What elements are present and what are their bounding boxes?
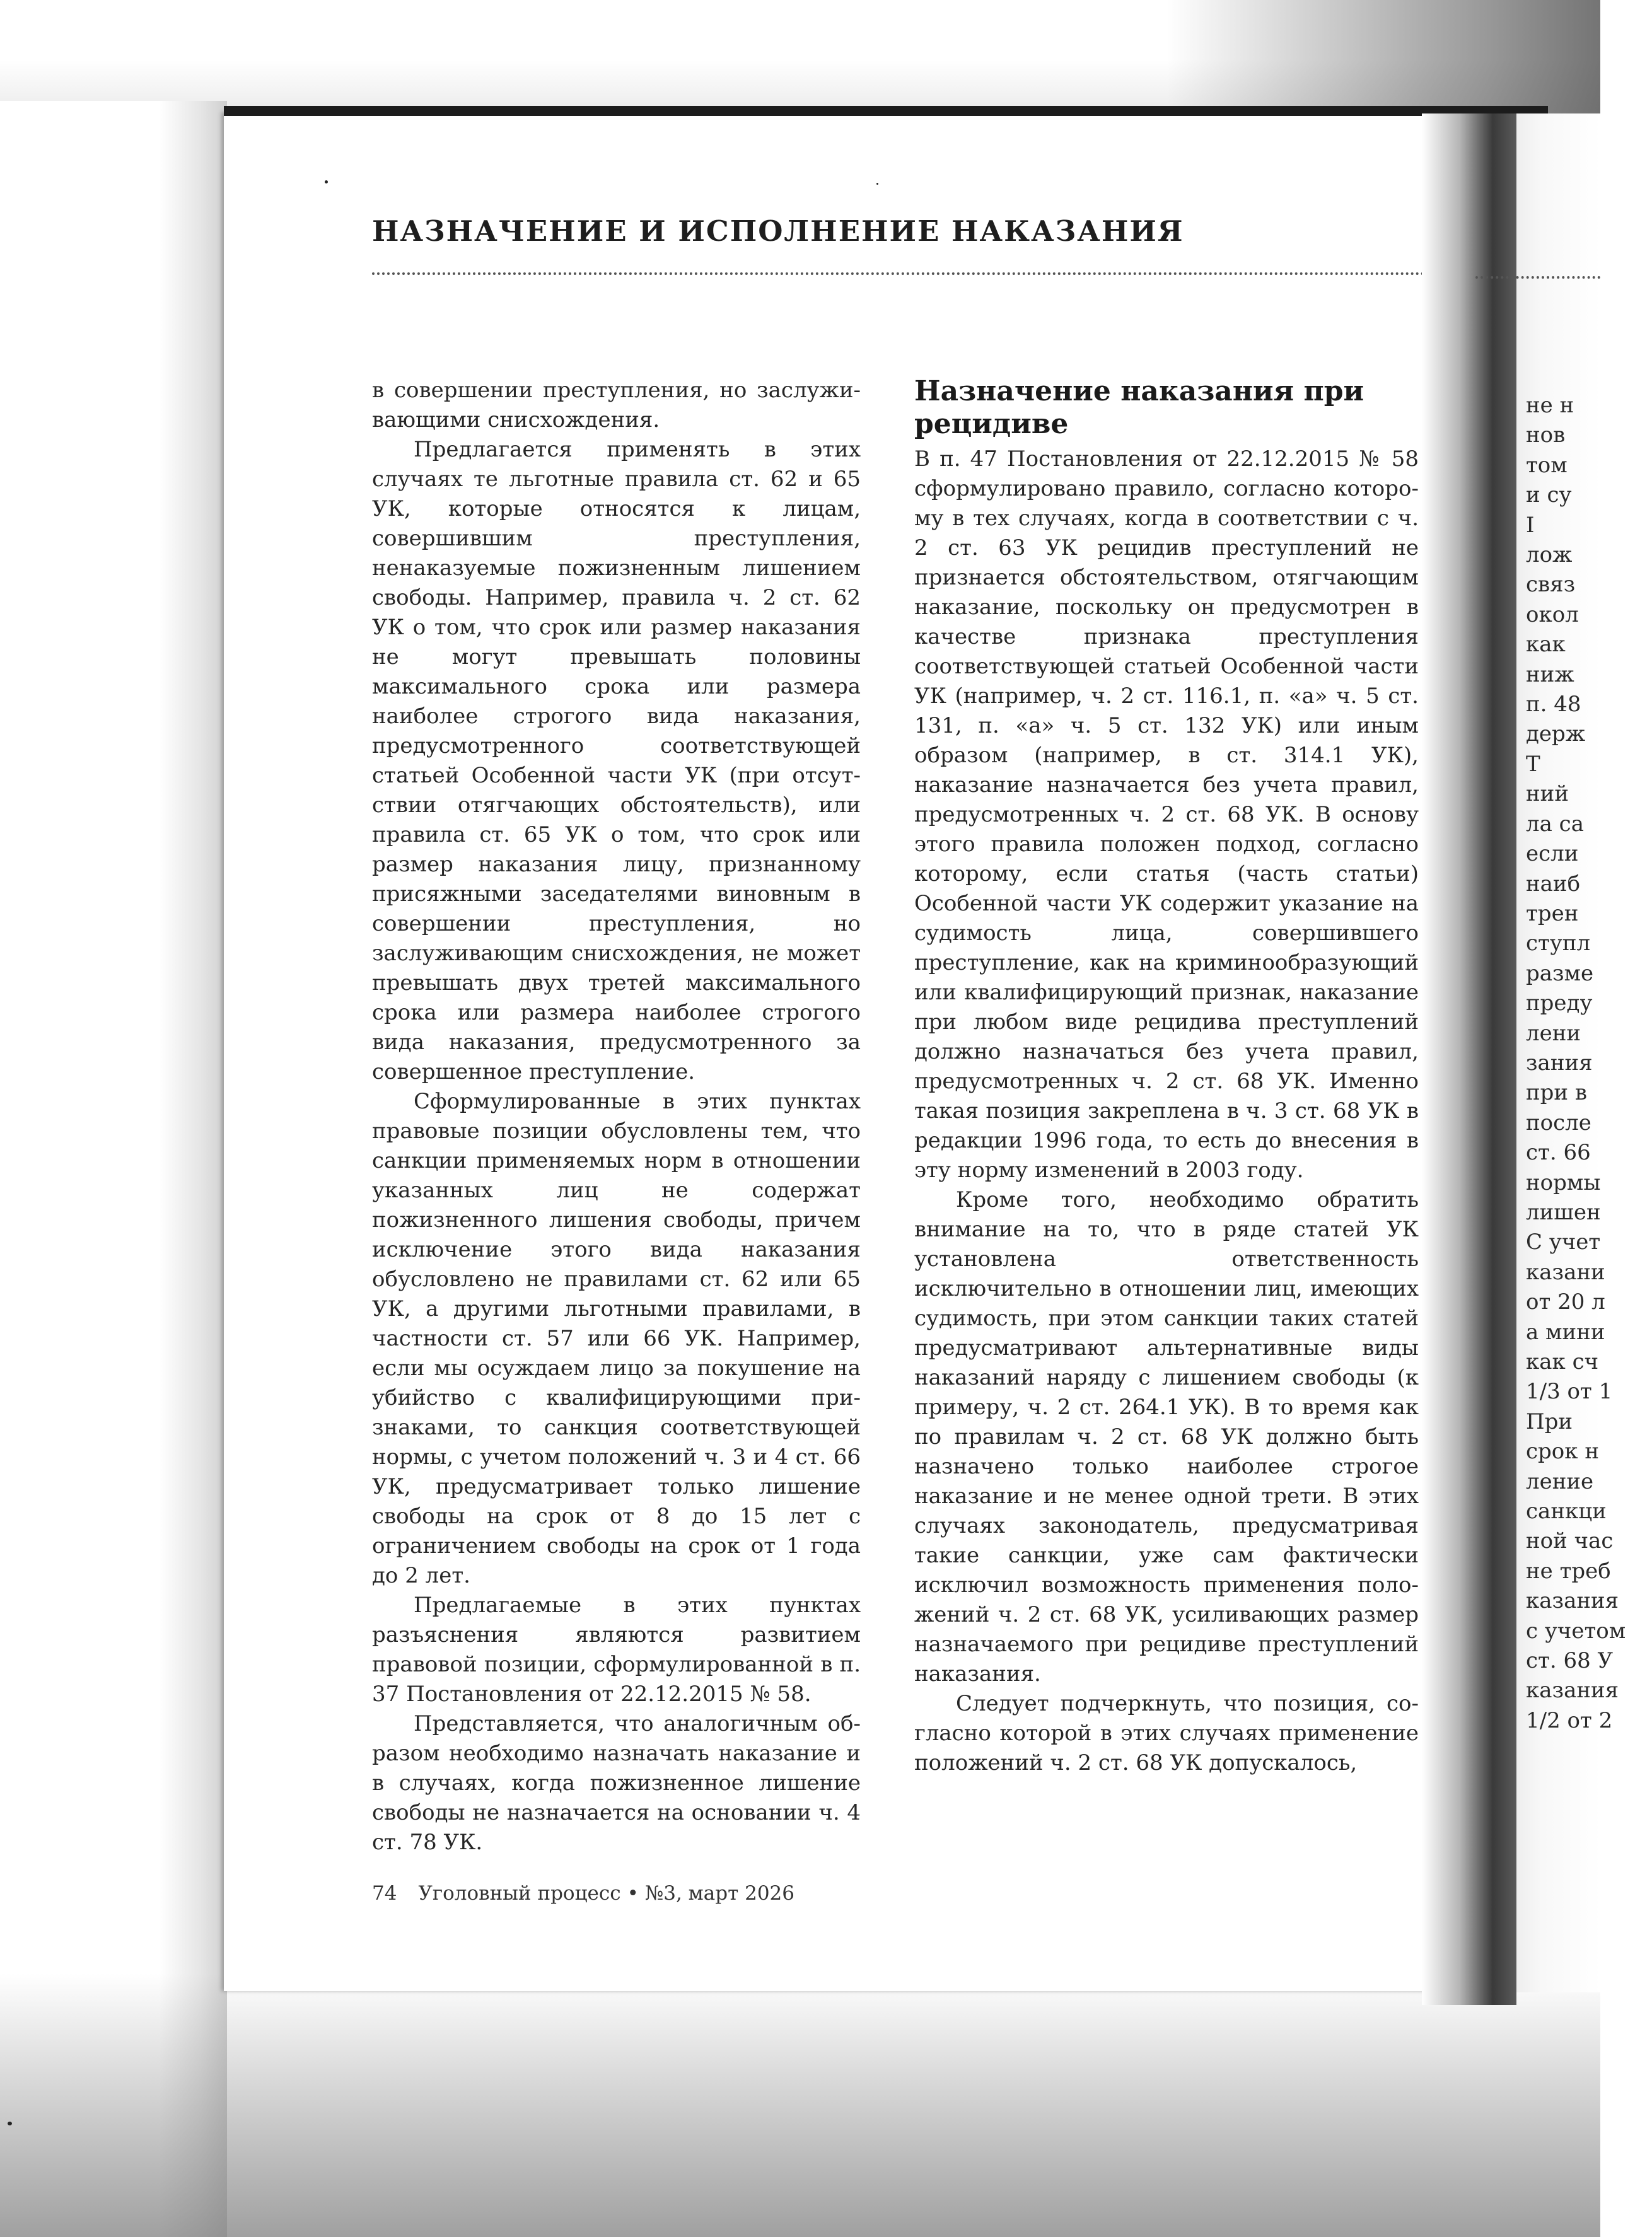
paragraph: Представляется, что аналогичным образом необходимо назначать наказание и в случаях, когда пожизненное лишение свободы не назначается на основании ч. 4 ст. 78 УК. — [372, 1711, 861, 1855]
paragraph: Предлагается применять в этих случаях те льготные правила ст. 62 и 65 УК, которые относятся к лицам, совершившим преступления, ненаказуемые пожизненным лишением свободы. Например, правила ч. 2 ст. 62 УК о том, что срок или размер наказания не могут превышать половины максимального срока или размера наиболее строгого вида наказания, предусмотренного соответствующей статьей Особенной части УК (при отсутствии отягчающих обстоятельств), или правила ст. 65 УК о том, что срок или размер наказания лицу, признанному присяжными заседателями виновным в совершении преступления, но заслуживающим снисхождения, не может превышать двух третей максимального срока или размера наиболее строгого вида наказания, предусмотренного за совершенное преступление. — [372, 437, 861, 1084]
section-heading: Назначение наказания при рецидиве — [914, 375, 1364, 440]
paragraph: Кроме того, необходимо обратить внимание на то, что в ряде статей УК установлена ответственность исключительно в отношении лиц, имеющих судимость, при этом санкции таких статей предусматривают альтернативные виды наказаний наряду с лишением свободы (к примеру, ч. 2 ст. 264.1 УК). В то время как по правилам ч. 2 ст. 68 УК должно быть назначено только наиболее строгое наказание и не менее одной трети. В этих случаях законодатель, предусматривая такие санкции, уже сам фактически исключил возможность применения положений ч. 2 ст. 68 УК, усиливающих размер назначаемого при рецидиве преступлений наказания. — [914, 1187, 1419, 1687]
next-page-fragment: ление — [1526, 1468, 1594, 1494]
next-page-fragment: казани — [1526, 1259, 1605, 1285]
left-column — [372, 376, 861, 1857]
next-page-fragment: как — [1526, 632, 1566, 658]
next-page-fragment: при в — [1526, 1080, 1588, 1106]
paragraph: Следует подчеркнуть, что позиция, согласно которой в этих случаях применение положений ч. 2 ст. 68 УК допускалось, — [914, 1691, 1419, 1775]
next-page-fragment: Т — [1526, 751, 1540, 777]
journal-issue: №3, март 2026 — [644, 1882, 794, 1905]
running-header: НАЗНАЧЕНИЕ И ИСПОЛНЕНИЕ НАКАЗАНИЯ — [372, 214, 1184, 248]
next-page-fragment: и су — [1526, 482, 1572, 508]
next-page-fragment: от 20 л — [1526, 1289, 1605, 1315]
next-page-fragment: ной час — [1526, 1528, 1614, 1554]
next-page-fragment: держ — [1526, 721, 1586, 747]
next-page-fragment: С учет — [1526, 1229, 1601, 1255]
next-page-fragment: ла са — [1526, 811, 1584, 837]
next-page-fragment: связ — [1526, 572, 1576, 598]
next-page-fragment: лишен — [1526, 1199, 1601, 1225]
journal-name: Уголовный процесс — [418, 1882, 621, 1905]
page-number: 74 — [372, 1882, 397, 1905]
paragraph: в совершении преступления, но заслуживающими снисхождения. — [372, 378, 861, 433]
paragraph: Сформулированные в этих пунктах правовые позиции обусловлены тем, что санкции применяемых норм в отношении указанных лиц не содержат пожизненного лишения свободы, причем исключение этого вида наказания обусловлено не правилами ст. 62 или 65 УК, а другими льготными правилами, в частности ст. 57 или 66 УК. Например, если мы осуждаем лицо за покушение на убийство с квалифицирующими признаками, то санкция соответствующей нормы, с учетом положений ч. 3 и 4 ст. 66 УК, предусматривает только лишение свободы на срок от 8 до 15 лет с ограничением свободы на срок от 1 года до 2 лет. — [372, 1089, 861, 1588]
next-page-fragment: разме — [1526, 960, 1594, 986]
next-page-fragment: не треб — [1526, 1558, 1611, 1584]
next-page-fragment: как сч — [1526, 1349, 1599, 1374]
scan-background-bottom — [0, 1973, 1600, 2237]
next-page-fragment: нов — [1526, 422, 1566, 448]
next-page-fragment: с учетом — [1526, 1618, 1626, 1644]
paragraph: В п. 47 Постановления от 22.12.2015 № 58 сформулировано правило, согласно которому в тех случаях, когда в соответствии с ч. 2 ст. 63 УК рецидив преступлений не признается обстоятельством, отягчающим наказание, поскольку он предусмотрен в качестве признака преступления соответствующей статьей Особенной части УК (например, ч. 2 ст. 116.1, п. «а» ч. 5 ст. 131, п. «а» ч. 5 ст. 132 УК) или иным образом (например, в ст. 314.1 УК), наказание назначается без учета правил, предусмотренных ч. 2 ст. 68 УК. В основу этого правила положен подход, согласно которому, если статья (часть статьи) Особенной части УК содержит указание на судимость лица, совершившего преступление, как на криминообразующий или квалифицирующий признак, наказание при любом виде рецидива преступлений должно назначаться без учета правил, предусмотренных ч. 2 ст. 68 УК. Именно такая позиция закреплена в ч. 3 ст. 68 УК в редакции 1996 года, то есть до внесения в эту норму изменений в 2003 году. — [914, 446, 1419, 1183]
next-page-fragment: ний — [1526, 781, 1569, 807]
next-page-fragment: ст. 66 — [1526, 1140, 1591, 1166]
next-page-fragment: окол — [1526, 601, 1579, 627]
next-page-fragment: не н — [1526, 393, 1574, 418]
next-page-fragment: санкци — [1526, 1499, 1607, 1525]
page-footer — [372, 1882, 794, 1905]
scan-speck — [325, 180, 328, 183]
next-page-fragment: I — [1526, 512, 1535, 538]
next-page-fragment: срок н — [1526, 1439, 1599, 1465]
next-page-fragment: При — [1526, 1409, 1573, 1434]
paragraph: Предлагаемые в этих пунктах разъяснения являются развитием правовой позиции, сформулированной в п. 37 Постановления от 22.12.2015 № 58. — [372, 1593, 861, 1707]
next-page-fragment: п. 48 — [1526, 692, 1581, 718]
book-gutter-shadow — [1422, 113, 1516, 2005]
next-page-fragment: после — [1526, 1110, 1591, 1136]
next-page-fragment: лени — [1526, 1020, 1581, 1046]
scan-speck — [8, 2122, 12, 2125]
next-page-text-fragments — [1526, 391, 1652, 1736]
next-page-fragment: казания — [1526, 1678, 1619, 1704]
page-top-edge — [224, 106, 1548, 116]
next-page-fragment: трен — [1526, 900, 1579, 926]
next-page-fragment: лож — [1526, 542, 1573, 568]
next-page-fragment: нормы — [1526, 1170, 1601, 1195]
next-page-fragment: ниж — [1526, 661, 1574, 687]
footer-separator: • — [627, 1882, 639, 1905]
next-page-fragment: преду — [1526, 991, 1593, 1016]
next-page-fragment: наиб — [1526, 871, 1581, 897]
next-page-fragment: том — [1526, 452, 1568, 478]
next-page-fragment: ступл — [1526, 931, 1591, 956]
next-page-fragment: 1/2 от 2 — [1526, 1707, 1613, 1733]
header-dotted-rule — [372, 272, 1576, 275]
next-page-dotted-rule — [1475, 276, 1600, 279]
next-page-fragment: зания — [1526, 1050, 1593, 1076]
next-page-fragment: 1/3 от 1 — [1526, 1379, 1613, 1405]
next-page-fragment: а мини — [1526, 1319, 1605, 1345]
next-page-fragment: казания — [1526, 1588, 1619, 1614]
right-column — [914, 375, 1419, 1778]
scan-background-left — [0, 101, 227, 2237]
next-page-fragment: ст. 68 У — [1526, 1648, 1614, 1674]
next-page-fragment: если — [1526, 841, 1579, 867]
scan-speck — [876, 183, 878, 185]
